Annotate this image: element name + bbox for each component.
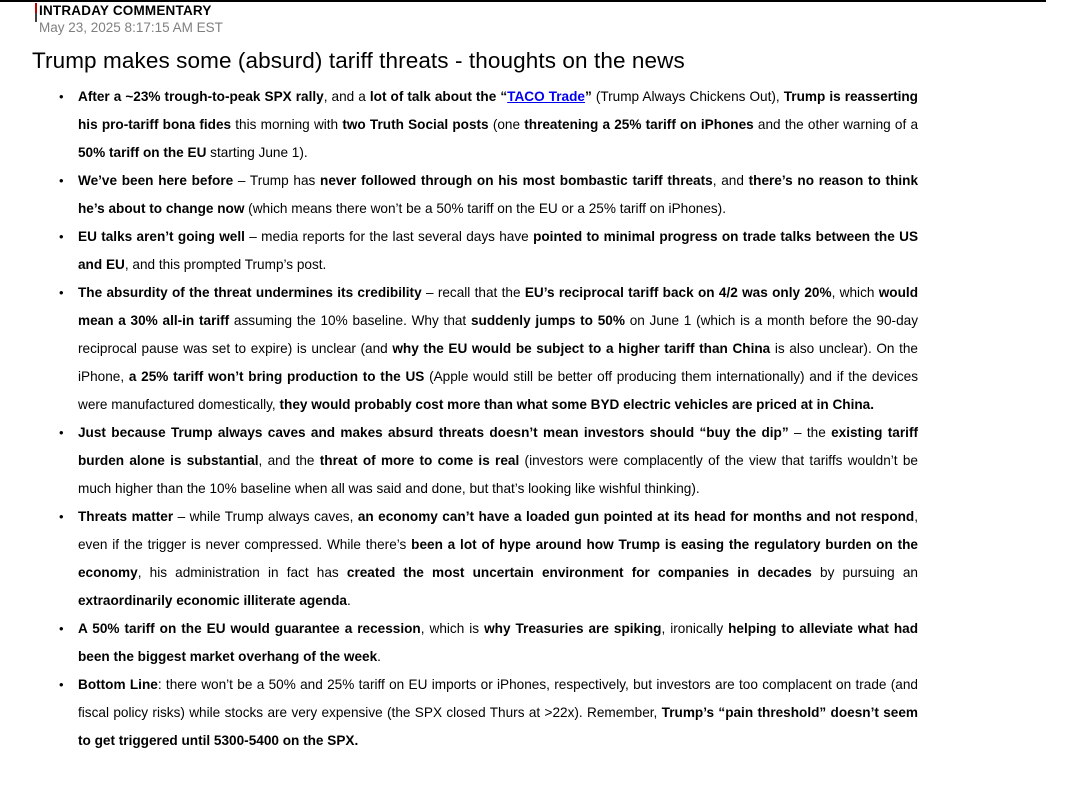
timestamp: May 23, 2025 8:17:15 AM EST <box>39 20 223 35</box>
bullet-marker: • <box>59 509 64 524</box>
caret-dark-segment <box>35 13 37 22</box>
article-header <box>39 3 223 36</box>
plain-text: (one <box>488 117 525 132</box>
plain-text: – while Trump always caves, <box>173 509 358 524</box>
bold-text: suddenly jumps to 50% <box>470 313 625 328</box>
bold-text: why the EU would be subject to a higher tariff than China <box>392 341 771 356</box>
bullet-marker: • <box>59 89 64 104</box>
plain-text: on June 1 (which is a month before the 90-day reciprocal pause was set to expire) is unclear (and <box>78 313 918 356</box>
list-item <box>32 503 918 615</box>
bold-text: helping to alleviate what had been the biggest market overhang of the week <box>78 621 918 664</box>
bullet-marker: • <box>59 425 64 440</box>
plain-text: this morning with <box>231 117 343 132</box>
bold-text: ” <box>584 89 592 104</box>
bullet-text <box>78 285 918 412</box>
list-item <box>32 223 918 279</box>
plain-text: , even if the trigger is never compressed. While there’s <box>78 509 919 552</box>
list-item <box>32 279 918 419</box>
plain-text: by pursuing an <box>811 565 918 580</box>
bold-text: they would probably cost more than what some BYD electric vehicles are priced at in China. <box>279 397 874 412</box>
plain-text: (Apple would still be better off producing them internationally) and if the devices were manufactured domestically, <box>78 369 919 412</box>
bullet-text <box>78 677 918 748</box>
bold-text: EU’s reciprocal tariff back on 4/2 was only 20% <box>524 285 832 300</box>
bullet-marker: • <box>59 229 64 244</box>
plain-text: , his administration in fact has <box>137 565 347 580</box>
bullet-text <box>78 229 918 272</box>
bullet-marker: • <box>59 173 64 188</box>
bold-text: After a ~23% trough-to-peak SPX rally <box>78 89 324 104</box>
bold-text: extraordinarily economic illiterate agenda <box>78 593 347 608</box>
plain-text: , which is <box>420 621 485 636</box>
plain-text: , and a <box>323 89 370 104</box>
bold-text: A 50% tariff on the EU would guarantee a recession <box>78 621 421 636</box>
caret-red-segment <box>35 3 37 13</box>
plain-text: , and <box>712 173 749 188</box>
bold-text: Threats matter <box>78 509 174 524</box>
bold-text: The absurdity of the threat undermines its credibility <box>78 285 422 300</box>
bold-text: there’s no reason to think he’s about to change now <box>78 173 919 216</box>
bold-text: existing tariff burden alone is substantial <box>78 425 918 468</box>
bold-text: We’ve been here before <box>78 173 234 188</box>
bold-text: Trump is reasserting his pro-tariff bona fides <box>78 89 918 132</box>
plain-text: , and this prompted Trump’s post. <box>124 257 327 272</box>
plain-text: : there won’t be a 50% and 25% tariff on EU imports or iPhones, respectively, but investors are too complacent on trade (and fiscal policy risks) while stocks are very expensive (the SPX closed Thurs at >22x). Remember, <box>78 677 918 720</box>
bold-text: lot of talk about the “ <box>369 89 508 104</box>
plain-text: , and the <box>258 453 320 468</box>
bold-text: why Treasuries are spiking <box>484 621 662 636</box>
bold-text: 50% tariff on the EU <box>78 145 207 160</box>
bullet-text <box>78 173 918 216</box>
bold-text: created the most uncertain environment for companies in decades <box>346 565 812 580</box>
plain-text: – media reports for the last several days have <box>244 229 534 244</box>
plain-text: is also unclear). On the iPhone, <box>78 341 918 384</box>
plain-text: . <box>346 593 351 608</box>
bold-text: never followed through on his most bombastic tariff threats <box>320 173 713 188</box>
plain-text: (Trump Always Chickens Out), <box>591 89 784 104</box>
list-item <box>32 615 918 671</box>
bold-text: an economy can’t have a loaded gun pointed at its head for months and not respond <box>357 509 915 524</box>
plain-text: . <box>377 649 381 664</box>
plain-text: and the other warning of a <box>753 117 919 132</box>
bold-text: EU talks aren’t going well <box>78 229 245 244</box>
bullet-list <box>32 83 918 755</box>
bold-text: pointed to minimal progress on trade talks between the US and EU <box>78 229 919 272</box>
plain-text: , ironically <box>661 621 729 636</box>
bold-text: been a lot of hype around how Trump is easing the regulatory burden on the economy <box>78 537 918 580</box>
bullet-text <box>78 509 918 608</box>
list-item <box>32 419 918 503</box>
plain-text: (which means there won’t be a 50% tariff on the EU or a 25% tariff on iPhones). <box>244 201 726 216</box>
top-divider <box>0 0 1046 2</box>
plain-text: assuming the 10% baseline. Why that <box>229 313 471 328</box>
bullet-marker: • <box>59 285 64 300</box>
cursor-caret-marker <box>35 3 37 22</box>
bold-text: Just because Trump always caves and makes absurd threats doesn’t mean investors should “buy the dip” <box>78 425 789 440</box>
bullet-marker: • <box>59 621 64 636</box>
bold-text: threatening a 25% tariff on iPhones <box>524 117 754 132</box>
list-item <box>32 83 918 167</box>
plain-text: (investors were complacently of the view that tariffs wouldn’t be much higher than the 10% baseline when all was said and done, but that’s looking like wishful thinking). <box>78 453 918 496</box>
plain-text: – the <box>788 425 832 440</box>
bullet-text <box>78 425 918 496</box>
page-title: Trump makes some (absurd) tariff threats - thoughts on the news <box>32 48 685 73</box>
plain-text: – recall that the <box>421 285 525 300</box>
bold-text: Bottom Line <box>78 677 158 692</box>
bold-text: would mean a 30% all-in tariff <box>78 285 918 328</box>
list-item <box>32 167 918 223</box>
bold-text: a 25% tariff won’t bring production to the US <box>128 369 425 384</box>
bold-text: two Truth Social posts <box>342 117 489 132</box>
bullet-marker: • <box>59 677 64 692</box>
plain-text: – Trump has <box>233 173 321 188</box>
plain-text: starting June 1). <box>206 145 308 160</box>
bold-text: Trump’s “pain threshold” doesn’t seem to get triggered until 5300-5400 on the SPX. <box>78 705 919 748</box>
plain-text: , which <box>831 285 879 300</box>
bullet-text <box>78 621 918 664</box>
bold-text: threat of more to come is real <box>319 453 520 468</box>
list-item <box>32 671 918 755</box>
bullet-text <box>78 89 918 160</box>
section-label: INTRADAY COMMENTARY <box>39 3 212 18</box>
taco-trade-link[interactable]: TACO Trade <box>507 89 585 104</box>
